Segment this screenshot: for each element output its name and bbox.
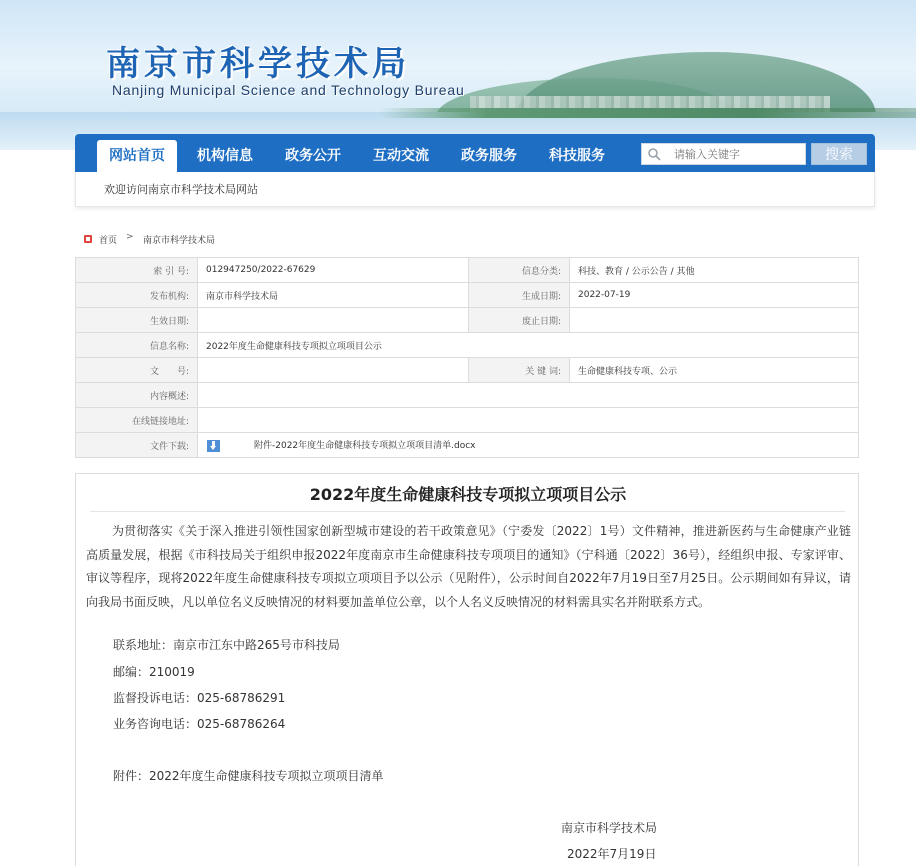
effective-date-label: 生效日期: bbox=[76, 308, 198, 333]
welcome-bar bbox=[75, 172, 875, 207]
effective-date-value bbox=[198, 308, 469, 333]
generated-date-value: 2022-07-19 bbox=[570, 283, 859, 308]
doc-number-value bbox=[198, 358, 469, 383]
article-paragraph: 为贯彻落实《关于深入推进引领性国家创新型城市建设的若干政策意见》（宁委发〔2022〕1号）文件精神，推进新医药与生命健康产业链高质量发展，根据《市科技局关于组织申报2022年度南京市生命健康科技专项项目的通知》（宁科通〔2022〕36号），经组织申报、专家评审、审议等程序，现将2022年度生命健康科技专项拟立项项目予以公示（见附件），公示时间自2022年7月19日至7月25日。公示期间如有异议，请向我局书面反映，凡以单位名义反映情况的材料要加盖单位公章，以个人名义反映情况的材料需具实名并附联系方式。 bbox=[86, 524, 851, 609]
main-nav bbox=[75, 134, 875, 172]
publisher-label: 发布机构: bbox=[76, 283, 198, 308]
contact-address: 联系地址：南京市江东中路265号市科技局 bbox=[113, 638, 340, 652]
table-row bbox=[76, 333, 859, 358]
category-value: 科技、教育 / 公示公告 / 其他 bbox=[570, 258, 859, 283]
table-row bbox=[76, 408, 859, 433]
complaint-phone: 监督投诉电话：025-68786291 bbox=[113, 691, 286, 705]
keywords-value: 生命健康科技专项、公示 bbox=[570, 358, 859, 383]
home-icon bbox=[84, 235, 92, 243]
generated-date-label: 生成日期: bbox=[469, 283, 570, 308]
nav-item-home[interactable]: 网站首页 bbox=[97, 140, 177, 172]
signature-org: 南京市科学技术局 bbox=[561, 821, 658, 835]
table-row bbox=[76, 258, 859, 283]
nav-item-interaction[interactable]: 互动交流 bbox=[373, 148, 429, 164]
expiry-date-value bbox=[570, 308, 859, 333]
banner-trees bbox=[380, 108, 916, 118]
article-title: 2022年度生命健康科技专项拟立项项目公示 bbox=[309, 485, 627, 504]
file-download-cell bbox=[198, 433, 859, 458]
table-row bbox=[76, 358, 859, 383]
search-icon bbox=[647, 147, 661, 161]
info-name-value: 2022年度生命健康科技专项拟立项项目公示 bbox=[198, 333, 859, 358]
keywords-label: 关 键 词: bbox=[469, 358, 570, 383]
nav-item-tech-services[interactable]: 科技服务 bbox=[549, 148, 605, 164]
site-title[interactable]: 南京市科学技术局 bbox=[106, 44, 410, 84]
search-box bbox=[641, 143, 806, 165]
info-name-label: 信息名称: bbox=[76, 333, 198, 358]
attachment-download-link[interactable]: 附件-2022年度生命健康科技专项拟立项项目清单.docx bbox=[254, 441, 476, 452]
title-divider bbox=[90, 511, 845, 512]
header-banner bbox=[0, 0, 916, 150]
attachment-note: 附件：2022年度生命健康科技专项拟立项项目清单 bbox=[113, 769, 384, 783]
file-download-label: 文件下载: bbox=[76, 433, 198, 458]
index-label: 索 引 号: bbox=[76, 258, 198, 283]
table-row bbox=[76, 433, 859, 458]
site-subtitle: Nanjing Municipal Science and Technology Bureau bbox=[112, 82, 465, 98]
summary-value bbox=[198, 383, 859, 408]
category-label: 信息分类: bbox=[469, 258, 570, 283]
table-row bbox=[76, 383, 859, 408]
index-value: 012947250/2022-67629 bbox=[198, 258, 469, 283]
doc-number-label: 文 号: bbox=[76, 358, 198, 383]
table-row bbox=[76, 283, 859, 308]
online-link-value bbox=[198, 408, 859, 433]
signature-date: 2022年7月19日 bbox=[567, 847, 657, 861]
nav-item-gov-services[interactable]: 政务服务 bbox=[461, 148, 517, 164]
nav-item-org-info[interactable]: 机构信息 bbox=[197, 148, 253, 164]
breadcrumb-current[interactable]: 南京市科学技术局 bbox=[143, 236, 216, 246]
expiry-date-label: 废止日期: bbox=[469, 308, 570, 333]
summary-label: 内容概述: bbox=[76, 383, 198, 408]
search-input[interactable] bbox=[674, 146, 802, 162]
online-link-label: 在线链接地址: bbox=[76, 408, 198, 433]
info-table bbox=[75, 257, 859, 458]
publisher-value: 南京市科学技术局 bbox=[198, 283, 469, 308]
search-button[interactable]: 搜索 bbox=[811, 143, 867, 165]
postcode: 邮编：210019 bbox=[113, 665, 195, 679]
breadcrumb-separator: > bbox=[126, 232, 134, 242]
welcome-text: 欢迎访问南京市科学技术局网站 bbox=[104, 183, 258, 196]
article bbox=[75, 473, 859, 866]
download-icon[interactable] bbox=[207, 440, 220, 452]
nav-item-gov-affairs[interactable]: 政务公开 bbox=[285, 148, 341, 164]
table-row bbox=[76, 308, 859, 333]
consult-phone: 业务咨询电话：025-68786264 bbox=[113, 717, 286, 731]
breadcrumb-home[interactable]: 首页 bbox=[99, 236, 118, 246]
